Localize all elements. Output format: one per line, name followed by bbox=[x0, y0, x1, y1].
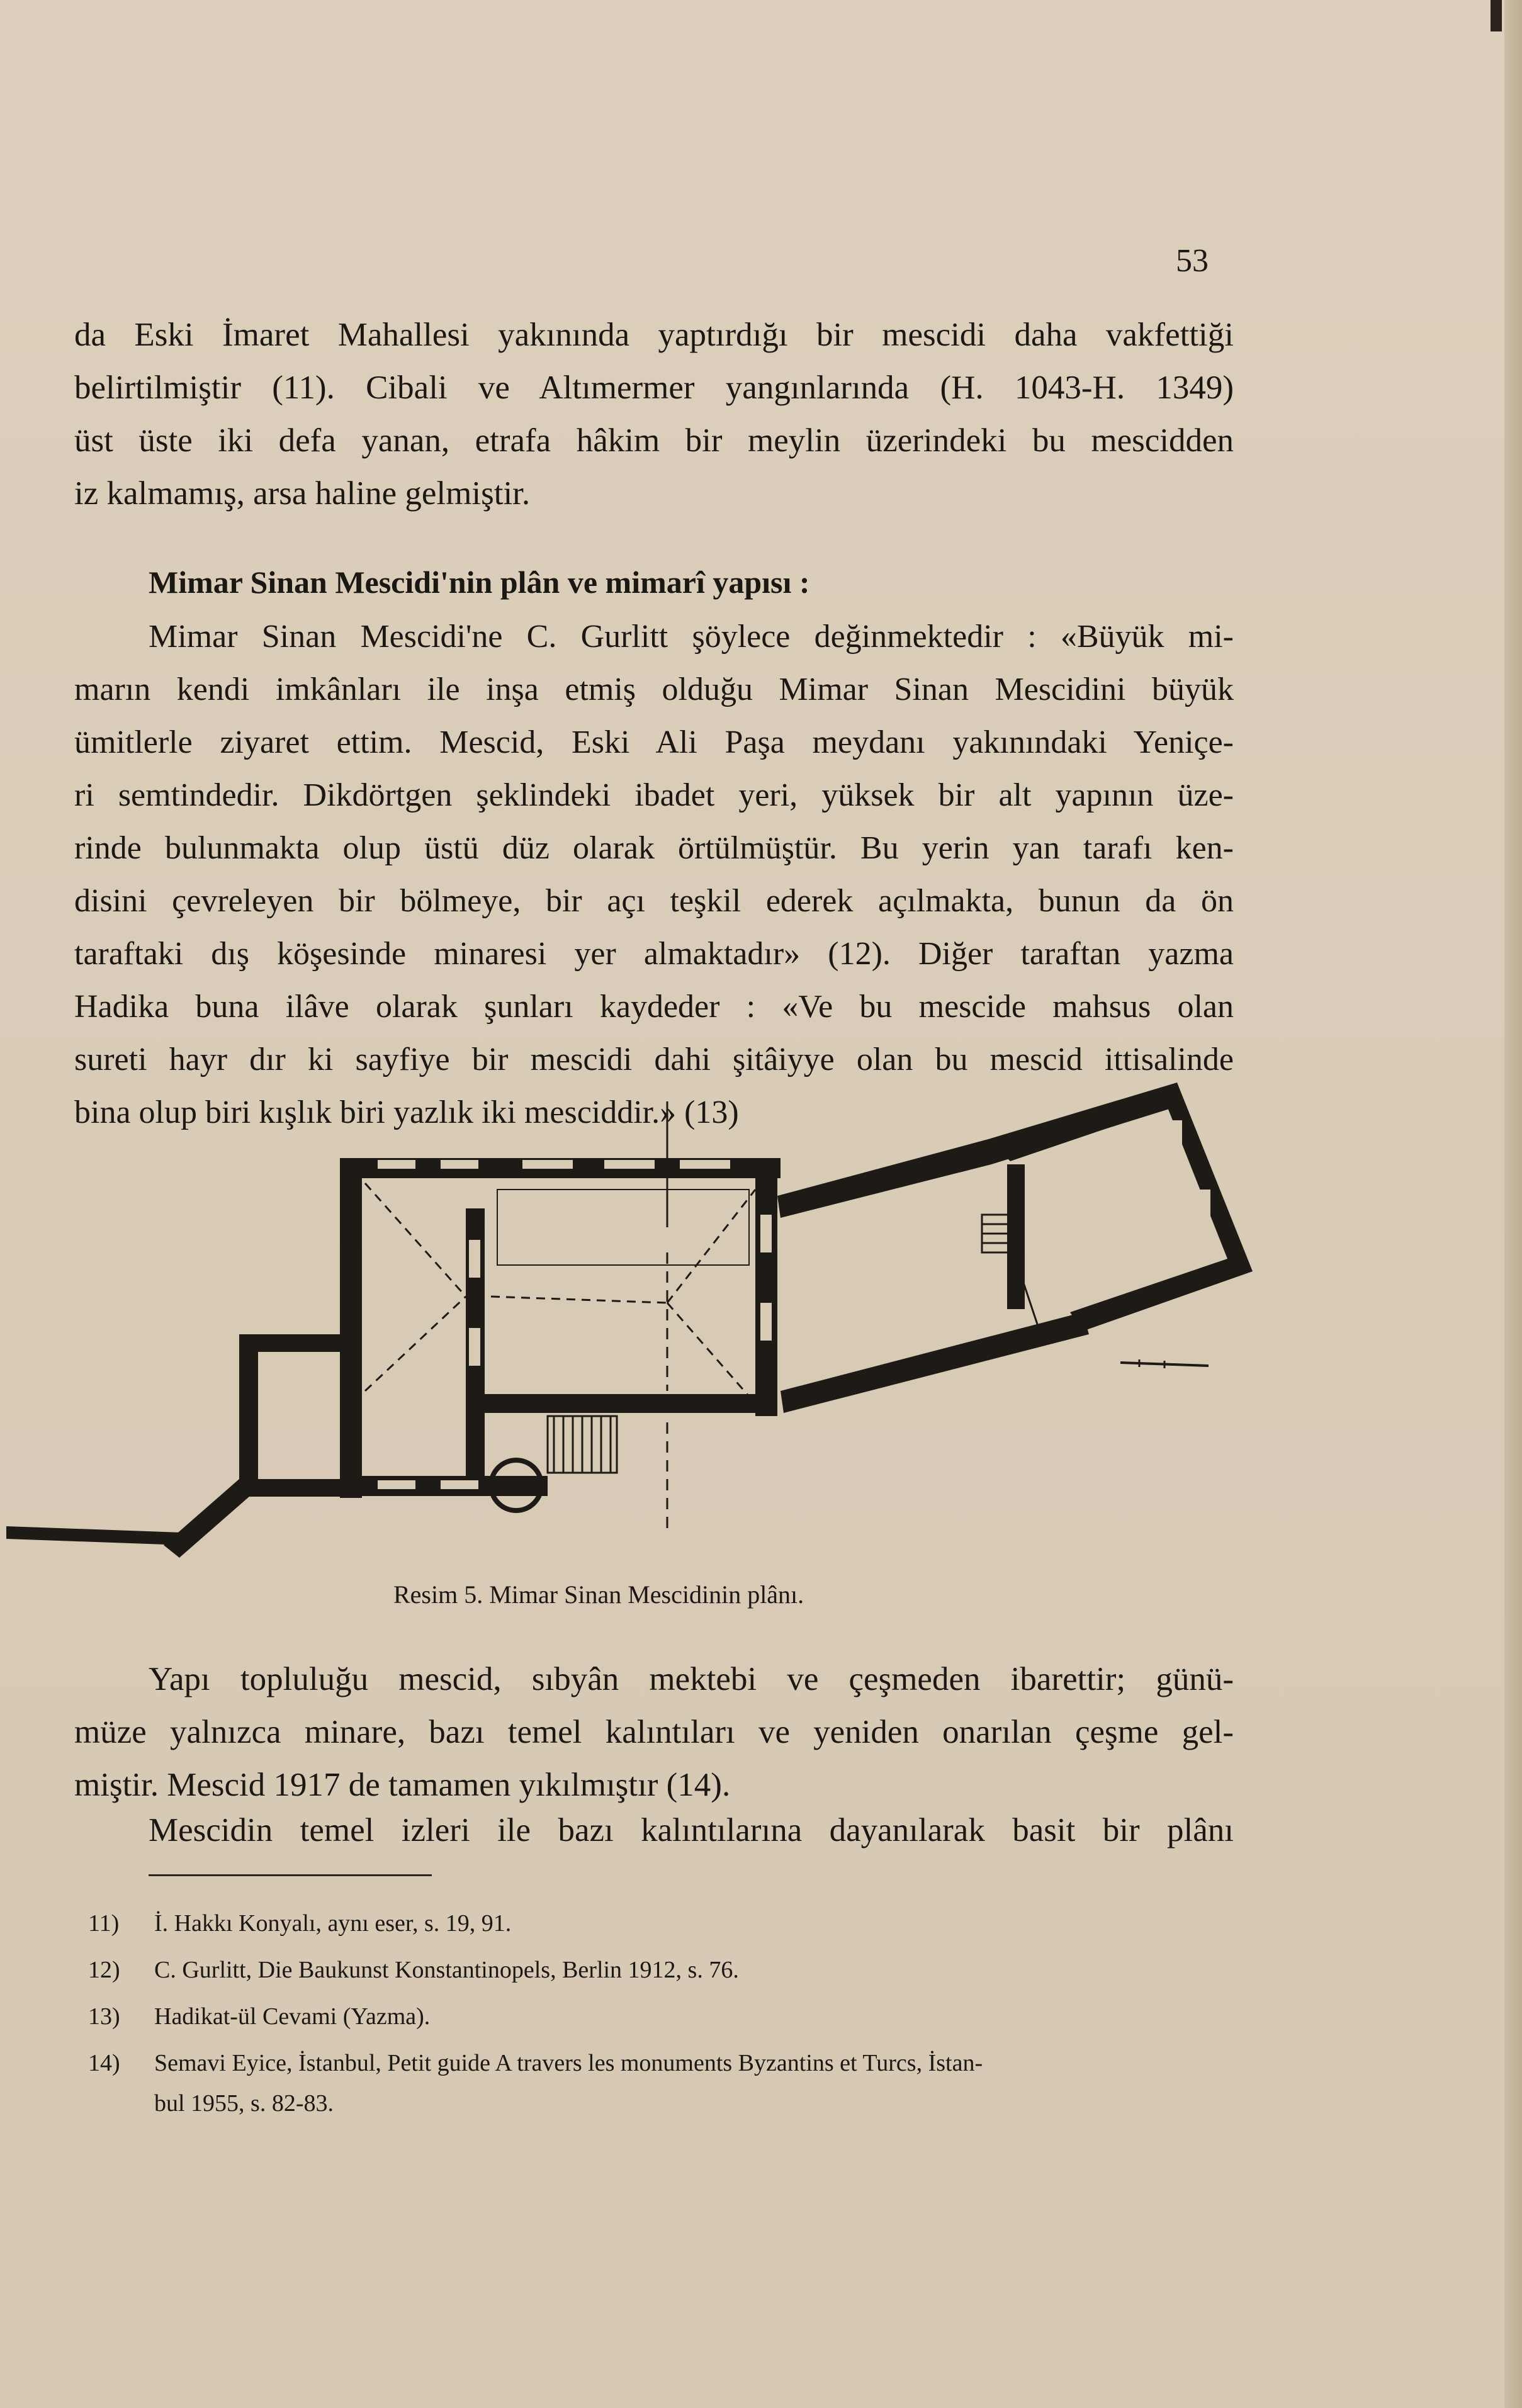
paragraph-1 bbox=[74, 308, 1234, 520]
footnote-14 bbox=[88, 2049, 983, 2077]
text-line: Yapı topluluğu mescid, sıbyân mektebi ve çeşmeden ibarettir; günü- bbox=[149, 1661, 1234, 1697]
footnote-text: Semavi Eyice, İstanbul, Petit guide A travers les monuments Byzantins et Turcs, İstan- bbox=[154, 2050, 983, 2076]
paragraph-2 bbox=[74, 610, 1234, 1139]
text-line: belirtilmiştir (11). Cibali ve Altımermer yangınlarında (H. 1043-H. 1349) bbox=[74, 369, 1234, 406]
paragraph-3 bbox=[74, 1653, 1234, 1811]
text-line: disini çevreleyen bir bölmeye, bir açı teşkil ederek açılmakta, bunun da ön bbox=[74, 883, 1234, 919]
text-line: Hadika buna ilâve olarak şunları kaydeder : «Ve bu mescide mahsus olan bbox=[74, 989, 1234, 1025]
text-line: bina olup biri kışlık biri yazlık iki mesciddir.» (13) bbox=[74, 1094, 739, 1130]
text-line: müze yalnızca minare, bazı temel kalıntıları ve yeniden onarılan çeşme gel- bbox=[74, 1714, 1234, 1750]
footnote-number: 12) bbox=[88, 1957, 120, 1983]
footnote-11 bbox=[88, 1910, 511, 1937]
footnote-12 bbox=[88, 1956, 739, 1984]
figure-caption: Resim 5. Mimar Sinan Mescidinin plânı. bbox=[393, 1580, 804, 1609]
footnote-text: C. Gurlitt, Die Baukunst Konstantinopels, Berlin 1912, s. 76. bbox=[154, 1957, 739, 1983]
footnote-number: 13) bbox=[88, 2003, 120, 2030]
footnote-rule bbox=[149, 1874, 432, 1876]
text-line: miştir. Mescid 1917 de tamamen yıkılmıştır (14). bbox=[74, 1767, 731, 1803]
text-line: marın kendi imkânları ile inşa etmiş olduğu Mimar Sinan Mescidini büyük bbox=[74, 672, 1234, 707]
section-heading: Mimar Sinan Mescidi'nin plân ve mimarî yapısı : bbox=[149, 565, 810, 600]
text-line: ümitlerle ziyaret ettim. Mescid, Eski Ali Paşa meydanı yakınındaki Yeniçe- bbox=[74, 724, 1234, 760]
text-line: Mimar Sinan Mescidi'ne C. Gurlitt şöylece değinmektedir : «Büyük mi- bbox=[149, 619, 1234, 655]
floor-plan-drawing bbox=[0, 1064, 1522, 1580]
footnote-14-continued: bul 1955, s. 82-83. bbox=[154, 2090, 334, 2117]
paragraph-4 bbox=[74, 1804, 1234, 1857]
text-line: ri semtindedir. Dikdörtgen şeklindeki ibadet yeri, yüksek bir alt yapının üze- bbox=[74, 777, 1234, 813]
page-number: 53 bbox=[1176, 243, 1209, 279]
text-line: rinde bulunmakta olup üstü düz olarak örtülmüştür. Bu yerin yan tarafı ken- bbox=[74, 830, 1234, 866]
footnote-text: Hadikat-ül Cevami (Yazma). bbox=[154, 2003, 431, 2030]
footnote-text: İ. Hakkı Konyalı, aynı eser, s. 19, 91. bbox=[154, 1910, 512, 1937]
footnote-number: 11) bbox=[88, 1910, 120, 1937]
text-line: üst üste iki defa yanan, etrafa hâkim bir meylin üzerindeki bu mescidden bbox=[74, 422, 1234, 459]
text-line: iz kalmamış, arsa haline gelmiştir. bbox=[74, 475, 531, 512]
text-line: Mescidin temel izleri ile bazı kalıntılarına dayanılarak basit bir plânı bbox=[149, 1812, 1234, 1848]
text-line: sureti hayr dır ki sayfiye bir mescidi dahi şitâiyye olan bu mescid ittisalinde bbox=[74, 1042, 1234, 1077]
footnote-13 bbox=[88, 2003, 430, 2030]
text-line: taraftaki dış köşesinde minaresi yer almaktadır» (12). Diğer taraftan yazma bbox=[74, 936, 1234, 972]
scan-mark bbox=[1491, 0, 1502, 31]
footnote-number: 14) bbox=[88, 2050, 120, 2076]
text-line: da Eski İmaret Mahallesi yakınında yaptırdığı bir mescidi daha vakfettiği bbox=[74, 317, 1234, 353]
